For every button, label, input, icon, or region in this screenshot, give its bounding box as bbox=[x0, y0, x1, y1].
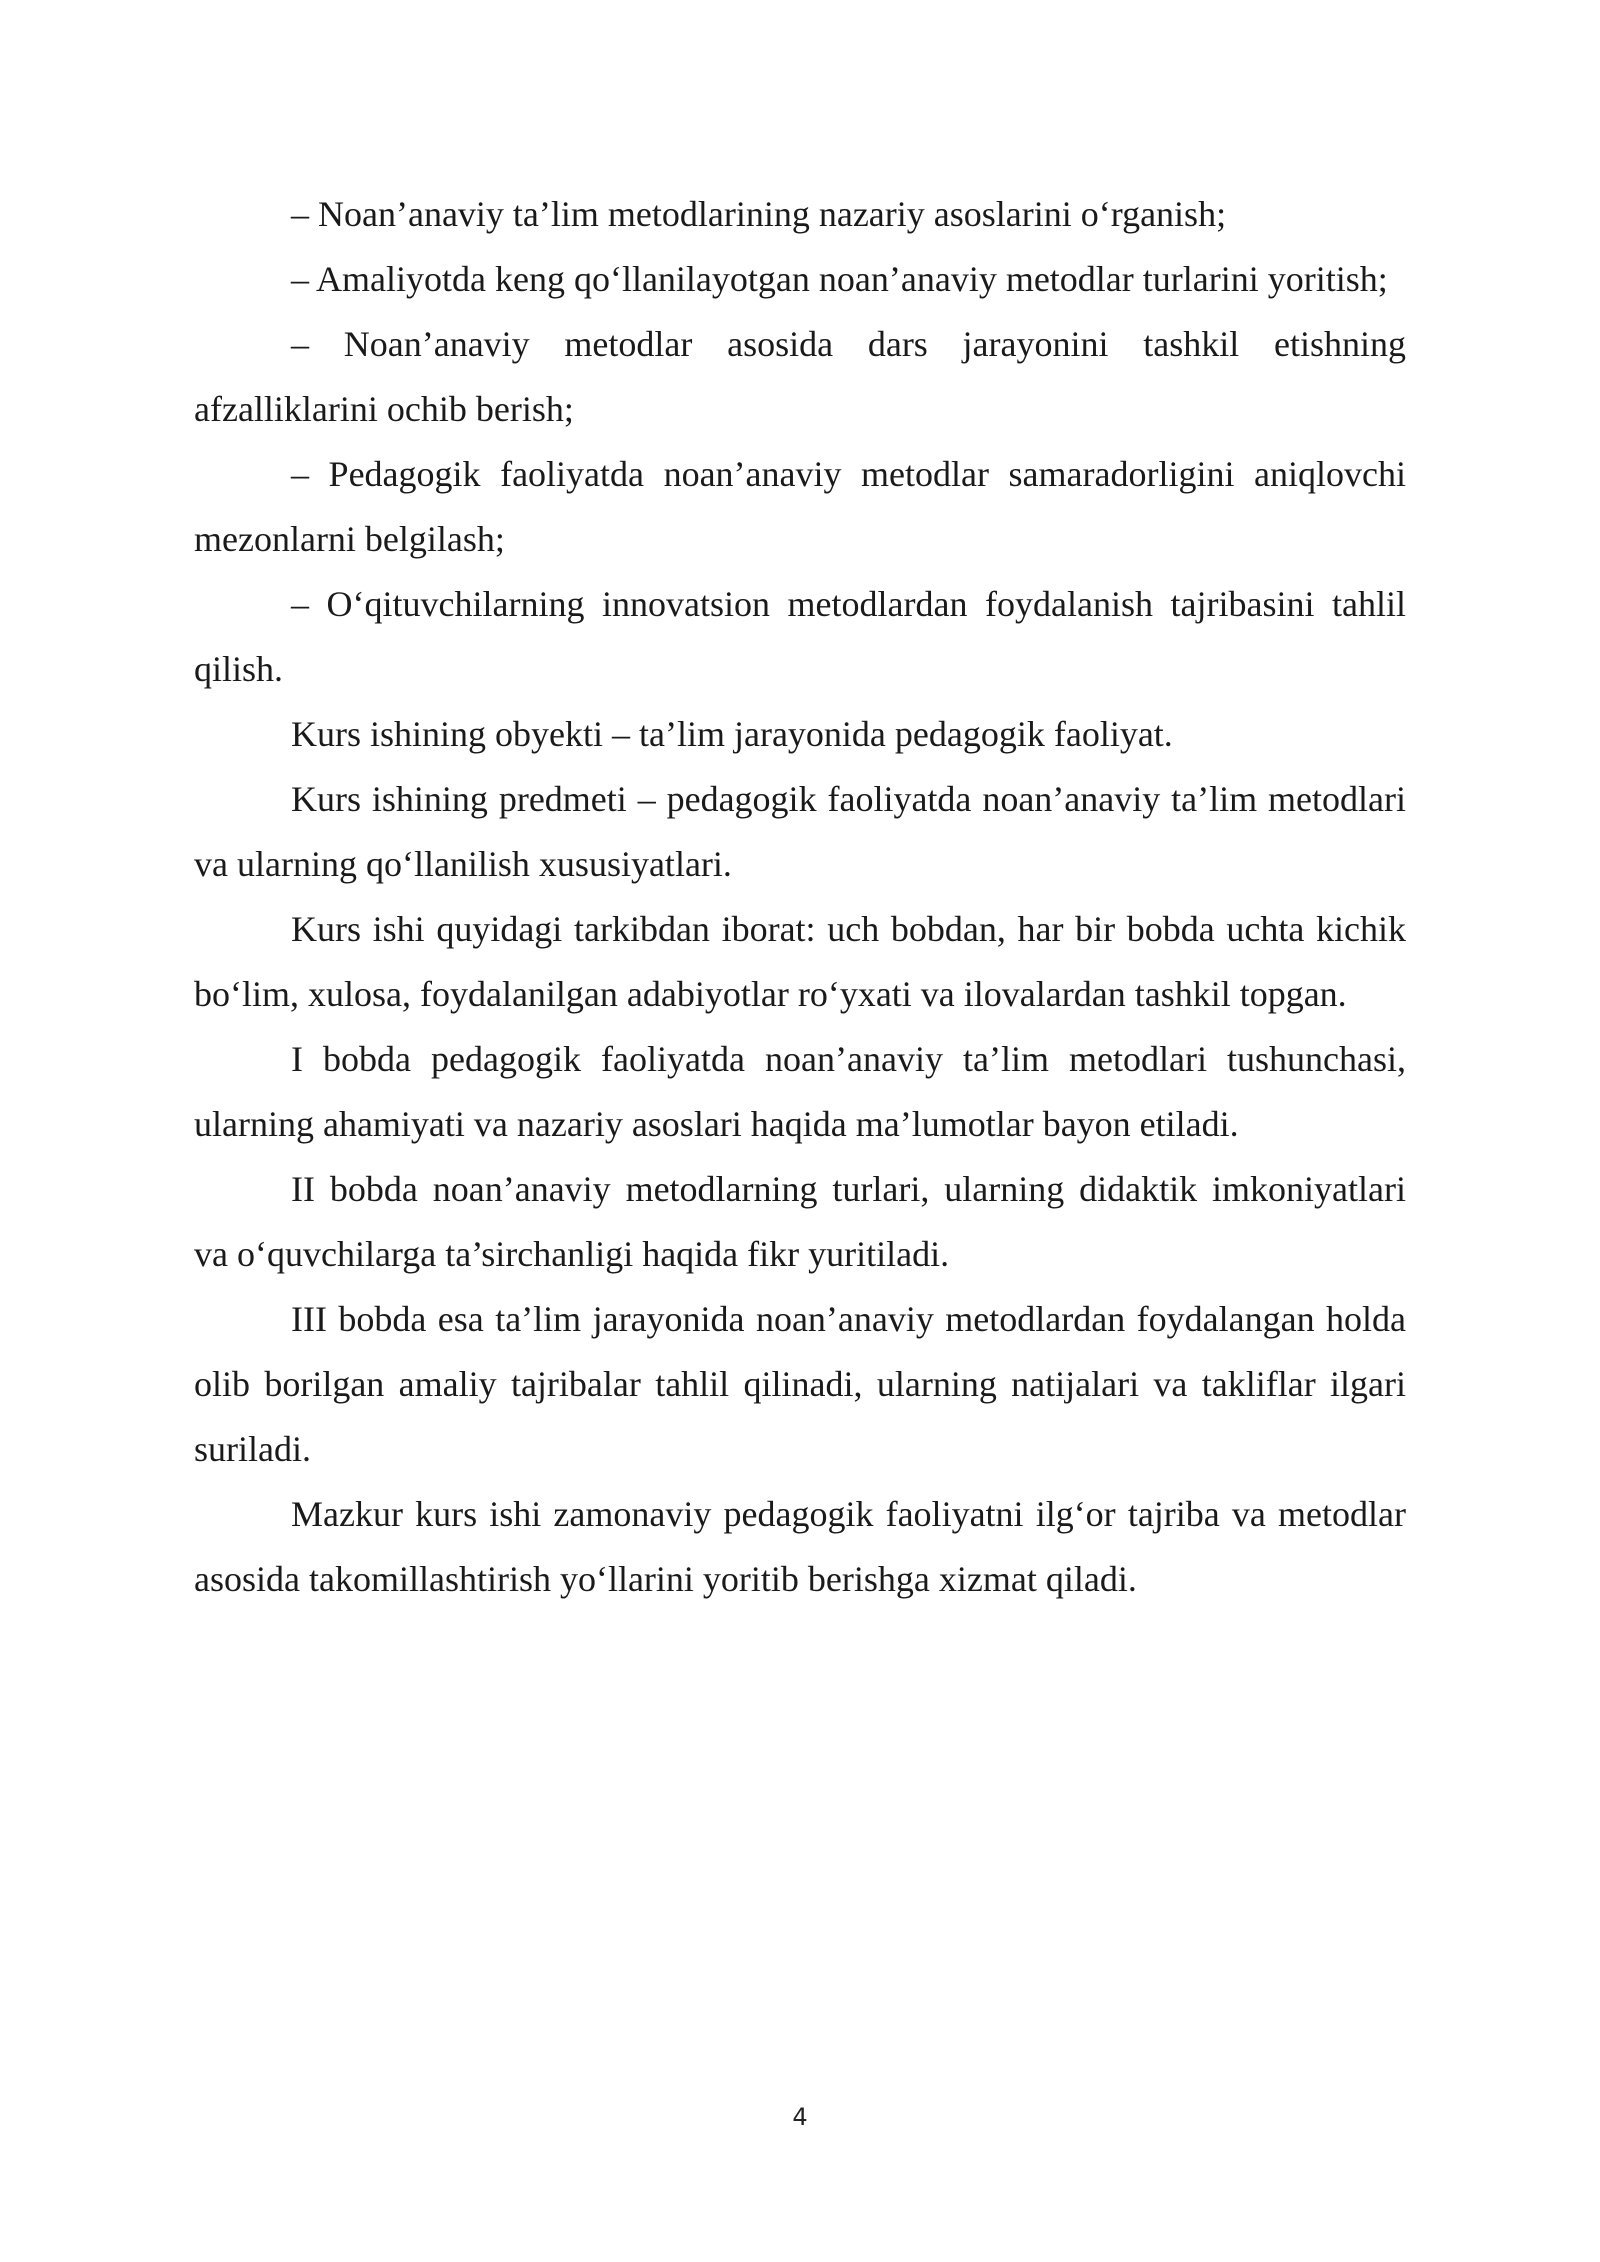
chapter-2-paragraph: II bobda noan’anaviy metodlarning turlari, ularning didaktik imkoniyatlari va o‘quvchilarga ta’sirchanligi haqida fikr yuritiladi. bbox=[194, 1169, 1406, 1274]
task-item-1: – Noan’anaviy ta’lim metodlarining nazariy asoslarini o‘rganish; bbox=[291, 194, 1227, 234]
task-item-2: – Amaliyotda keng qo‘llanilayotgan noan’anaviy metodlar turlarini yoritish; bbox=[291, 259, 1388, 299]
object-paragraph: Kurs ishining obyekti – ta’lim jarayonida pedagogik faoliyat. bbox=[291, 714, 1173, 754]
chapter-1-paragraph: I bobda pedagogik faoliyatda noan’anaviy ta’lim metodlari tushunchasi, ularning ahamiyati va nazariy asoslari haqida ma’lumotlar bayon etiladi. bbox=[194, 1039, 1406, 1144]
task-item-5: – O‘qituvchilarning innovatsion metodlardan foydalanish tajribasini tahlil qilish. bbox=[194, 584, 1406, 689]
task-item-4: – Pedagogik faoliyatda noan’anaviy metodlar samaradorligini aniqlovchi mezonlarni belgilash; bbox=[194, 454, 1406, 559]
task-item-3: – Noan’anaviy metodlar asosida dars jarayonini tashkil etishning afzalliklarini ochib berish; bbox=[194, 324, 1406, 429]
conclusion-paragraph: Mazkur kurs ishi zamonaviy pedagogik faoliyatni ilg‘or tajriba va metodlar asosida takomillashtirish yo‘llarini yoritib berishga xizmat qiladi. bbox=[194, 1494, 1406, 1599]
structure-paragraph: Kurs ishi quyidagi tarkibdan iborat: uch bobdan, har bir bobda uchta kichik bo‘lim, xulosa, foydalanilgan adabiyotlar ro‘yxati va ilovalardan tashkil topgan. bbox=[194, 909, 1406, 1014]
subject-paragraph: Kurs ishining predmeti – pedagogik faoliyatda noan’anaviy ta’lim metodlari va ularning qo‘llanilish xususiyatlari. bbox=[194, 779, 1406, 884]
chapter-3-paragraph: III bobda esa ta’lim jarayonida noan’anaviy metodlardan foydalangan holda olib borilgan amaliy tajribalar tahlil qilinadi, ularning natijalari va takliflar ilgari suriladi. bbox=[194, 1299, 1406, 1469]
page-number: 4 bbox=[792, 2103, 808, 2131]
body-text bbox=[194, 182, 1406, 1612]
